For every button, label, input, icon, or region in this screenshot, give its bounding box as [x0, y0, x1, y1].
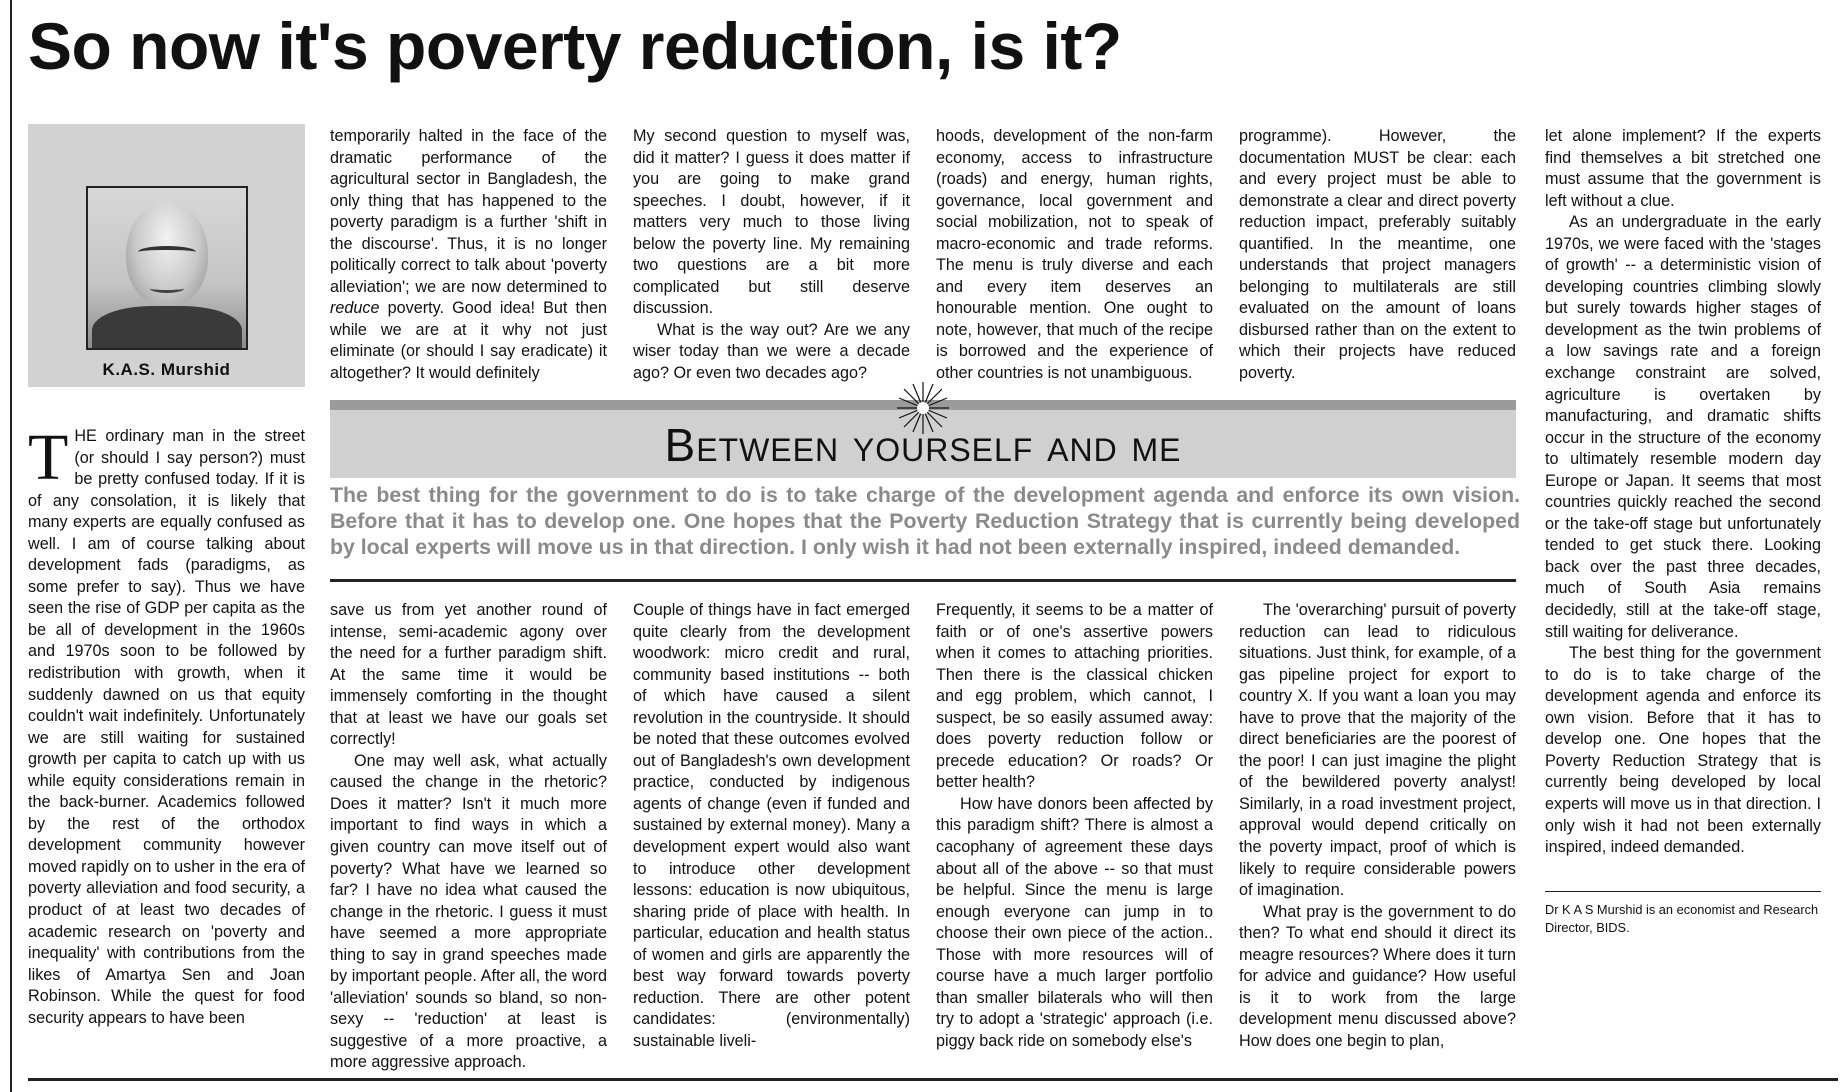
- author-bio: Dr K A S Murshid is an economist and Research Director, BIDS.: [1545, 902, 1819, 935]
- paragraph: How have donors been affected by this paradigm shift? There is almost a cacophany of agreement these days about all of the above -- so that must be helpful. Since the menu is large enough everyone can jump in to choose their own piece of the action.. Those with more resources will of course have a much larger portfolio than smaller bilaterals who will then try to adopt a 'strategic' approach (i.e. piggy back ride on somebody else's: [936, 794, 1213, 1050]
- paragraph: What is the way out? Are we any wiser today than we were a decade ago? Or even two decades ago?: [633, 320, 910, 383]
- paragraph: programme). However, the documentation MUST be clear: each and every project must be able to demonstrate a clear and direct poverty reduction impact, preferably suitably quantified. In the meantime, one understands that project managers belonging to multilaterals are still evaluated on the amount of loans disbursed rather than on the extent to which their projects have reduced poverty.: [1239, 127, 1516, 383]
- column-5-upper: [1239, 126, 1516, 385]
- column-4-lower: [936, 600, 1213, 1052]
- paragraph: Frequently, it seems to be a matter of faith or of one's assertive powers when it comes to attaching priorities. Then there is the classical chicken and egg problem, which cannot, I suspect, be so easily assumed away: does poverty reduction follow or precede education? Or roads? Or better health?: [936, 601, 1213, 792]
- column-title: Between yourself and me: [664, 419, 1182, 471]
- author-byline: K.A.S. Murshid: [102, 360, 231, 379]
- paragraph: What pray is the government to do then? To what end should it direct its meagre resources? Where does it turn for advice and guidance? How useful is it to work from the large development menu discussed above? How does one begin to plan,: [1239, 902, 1516, 1050]
- column-5-lower: [1239, 600, 1516, 1052]
- column-2-lower: [330, 600, 607, 1074]
- paragraph: The 'overarching' pursuit of poverty reduction can lead to ridiculous situations. Just think, for example, of a gas pipeline project for export to country X. If you want a loan you may have to prove that the majority of the direct beneficiaries are the poorest of the poor! I can just imagine the plight of the bewildered poverty analyst! Similarly, in a road investment project, approval would depend critically on the poverty impact, proof of which is likely to require considerable powers of imagination.: [1239, 601, 1516, 900]
- author-photo-box: [28, 124, 305, 387]
- author-photo: [86, 186, 248, 350]
- paragraph: THE ordinary man in the street (or should I say person?) must be pretty confused today. If it is of any consolation, it is likely that many experts are equally confused as well. I am of course talking about development fads (paradigms, as some prefer to say). Thus we have seen the rise of GDP per capita as the be all of development in the 1960s and 1970s soon to be followed by redistribution with growth, when it suddenly dawned on us that equity couldn't wait indefinitely. Unfortunately we are still waiting for sustained growth per capita to catch up with us while equity considerations remain in the back-burner. Academics followed by the rest of the orthodox development community however moved rapidly on to usher in the era of poverty alleviation and food security, a product of at least two decades of academic research on 'poverty and inequality' with contributions from the likes of Amartya Sen and Joan Robinson. While the quest for food security appears to have been: [28, 421, 305, 1027]
- deck-text: The best thing for the government to do is to take charge of the development agenda and enforce its own vision. Before that it has to develop one. One hopes that the Poverty Reduction Strategy that is currently being developed by local experts will move us in that direction. I only wish it had not been externally inspired, indeed demanded.: [330, 483, 1520, 559]
- paragraph: Couple of things have in fact emerged quite clearly from the development woodwork: micro credit and rural, community based institutions -- both of which have caused a silent revolution in the countryside. It should be noted that these outcomes evolved out of Bangladesh's own development practice, conducted by indigenous agents of change (even if funded and sustained by external money). Many a development expert would also want to introduce other development lessons: education is now ubiquitous, sharing pride of place with health. In particular, education and health status of women and girls are apparently the best way forward towards poverty reduction. There are other potent candidates: (environmentally) sustainable liveli-: [633, 601, 910, 1050]
- drop-cap: T: [28, 421, 69, 494]
- bottom-rule: [28, 1078, 1838, 1081]
- column-2-upper: [330, 126, 607, 385]
- paragraph: let alone implement? If the experts find themselves a bit stretched one must assume that the government is left without a clue.: [1545, 127, 1821, 210]
- bio-rule: [1545, 891, 1821, 892]
- paragraph: save us from yet another round of intense, semi-academic agony over the need for a further paradigm shift. At the same time it would be immensely comforting in the thought that at least we have our goals set correctly!: [330, 601, 607, 749]
- paragraph: hoods, development of the non-farm economy, access to infrastructure (roads) and energy, human rights, governance, local government and social mobilization, not to speak of macro-economic and trade reforms. The menu is truly diverse and each and every item deserves an honourable mention. One ought to note, however, that much of the recipe is borrowed and the experience of other countries is not unambiguous.: [936, 127, 1213, 383]
- left-border-rule: [10, 0, 12, 1092]
- paragraph: My second question to myself was, did it matter? I guess it does matter if you are going to make grand speeches. I doubt, however, if it matters very much to those living below the poverty line. My remaining two questions are a bit more complicated but still deserve discussion.: [633, 127, 910, 318]
- column-3-lower: [633, 600, 910, 1052]
- column-3-upper: [633, 126, 910, 385]
- column-4-upper: [936, 126, 1213, 385]
- headline: So now it's poverty reduction, is it?: [28, 9, 1122, 83]
- paragraph: temporarily halted in the face of the dramatic performance of the agricultural sector in Bangladesh, the only thing that has happened to the poverty paradigm is a further 'shift in the discourse'. Thus, it is no longer politically correct to talk about 'poverty alleviation'; we are now determined to reduce poverty. Good idea! But then while we are at it why not just eliminate (or should I say eradicate) it altogether? It would definitely: [330, 127, 607, 383]
- paragraph: As an undergraduate in the early 1970s, we were faced with the 'stages of growth' -- a deterministic vision of developing countries climbing slowly but surely towards higher stages of development as the twin problems of a low savings rate and a foreign exchange constraint are solved, agriculture is overtaken by manufacturing, and dramatic shifts occur in the structure of the economy to ultimately resemble modern day Europe or Japan. It seems that most countries quickly reached the second or the take-off stage but unfortunately tended to get stuck there. Looking back over the past three decades, much of South Asia remains decidedly, still at the take-off stage, still waiting for deliverance.: [1545, 213, 1821, 641]
- paragraph: The best thing for the government to do is to take charge of the development agenda and enforce its own vision. Before that it has to develop one. One hopes that the Poverty Reduction Strategy that is currently being developed by local experts will move us in that direction. I only wish it had not been externally inspired, indeed demanded.: [1545, 644, 1821, 857]
- column-1: [28, 421, 305, 1029]
- deck-bottom-rule: [330, 579, 1516, 582]
- paragraph: One may well ask, what actually caused the change in the rhetoric? Does it matter? Isn't it much more important to find ways in which a given country can move itself out of poverty? What have we learned so far? I have no idea what caused the change in the rhetoric. I guess it must have seemed a more appropriate thing to say in grand speeches made by important people. After all, the word 'alleviation' sounds so bland, so non-sexy -- 'reduction' at least is suggestive of a more proactive, a more aggressive approach.: [330, 751, 607, 1072]
- column-6: [1545, 126, 1821, 859]
